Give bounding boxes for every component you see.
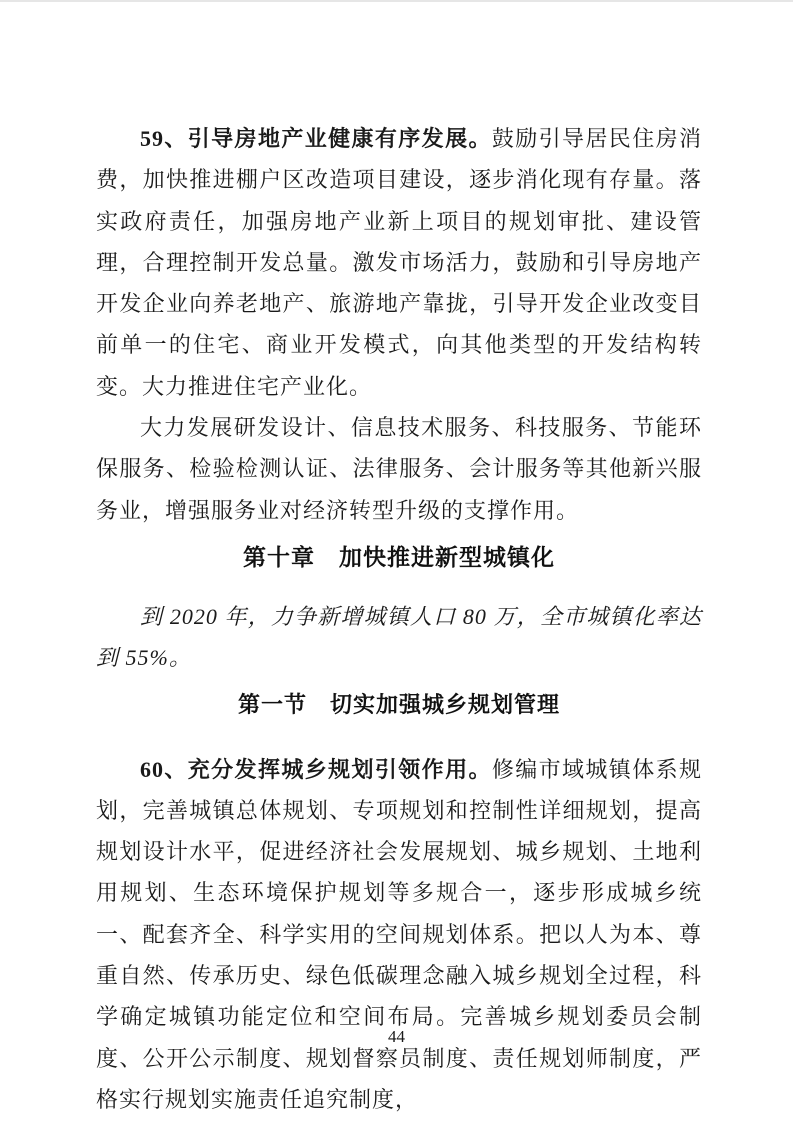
- section-1-heading: 第一节 切实加强城乡规划管理: [237, 691, 560, 717]
- paragraph-59-body: 鼓励引导居民住房消费，加快推进棚户区改造项目建设，逐步消化现有存量。落实政府责任，加强房地产业新上项目的规划审批、建设管理，合理控制开发总量。激发市场活力，鼓励和引导房地产开发企业向养老地产、旅游地产靠拢，引导开发企业改变目前单一的住宅、商业开发模式，向其他类型的开发结构转变。大力推进住宅产业化。: [96, 126, 702, 399]
- page-content: [96, 118, 702, 1120]
- paragraph-services: 大力发展研发设计、信息技术服务、科技服务、节能环保服务、检验检测认证、法律服务、会计服务等其他新兴服务业，增强服务业对经济转型升级的支撑作用。: [96, 415, 702, 523]
- paragraph-60-body: 修编市域城镇体系规划，完善城镇总体规划、专项规划和控制性详细规划，提高规划设计水平，促进经济社会发展规划、城乡规划、土地利用规划、生态环境保护规划等多规合一，逐步形成城乡统一、配套齐全、科学实用的空间规划体系。把以人为本、尊重自然、传承历史、绿色低碳理念融入城乡规划全过程，科学确定城镇功能定位和空间布局。完善城乡规划委员会制度、公开公示制度、规划督察员制度、责任规划师制度，严格实行规划实施责任追究制度，: [96, 756, 702, 1112]
- paragraph-59: [96, 118, 702, 407]
- paragraph-60-lead: 60、充分发挥城乡规划引领作用。: [140, 756, 492, 782]
- paragraph-59-lead: 59、引导房地产业健康有序发展。: [140, 126, 492, 151]
- chapter-10-intro: 到 2020 年，力争新增城镇人口 80 万，全市城镇化率达到 55%。: [96, 603, 702, 671]
- paragraph-60: [96, 749, 702, 1121]
- chapter-10-heading: 第十章 加快推进新型城镇化: [243, 543, 555, 570]
- page-number: 44: [388, 1027, 405, 1046]
